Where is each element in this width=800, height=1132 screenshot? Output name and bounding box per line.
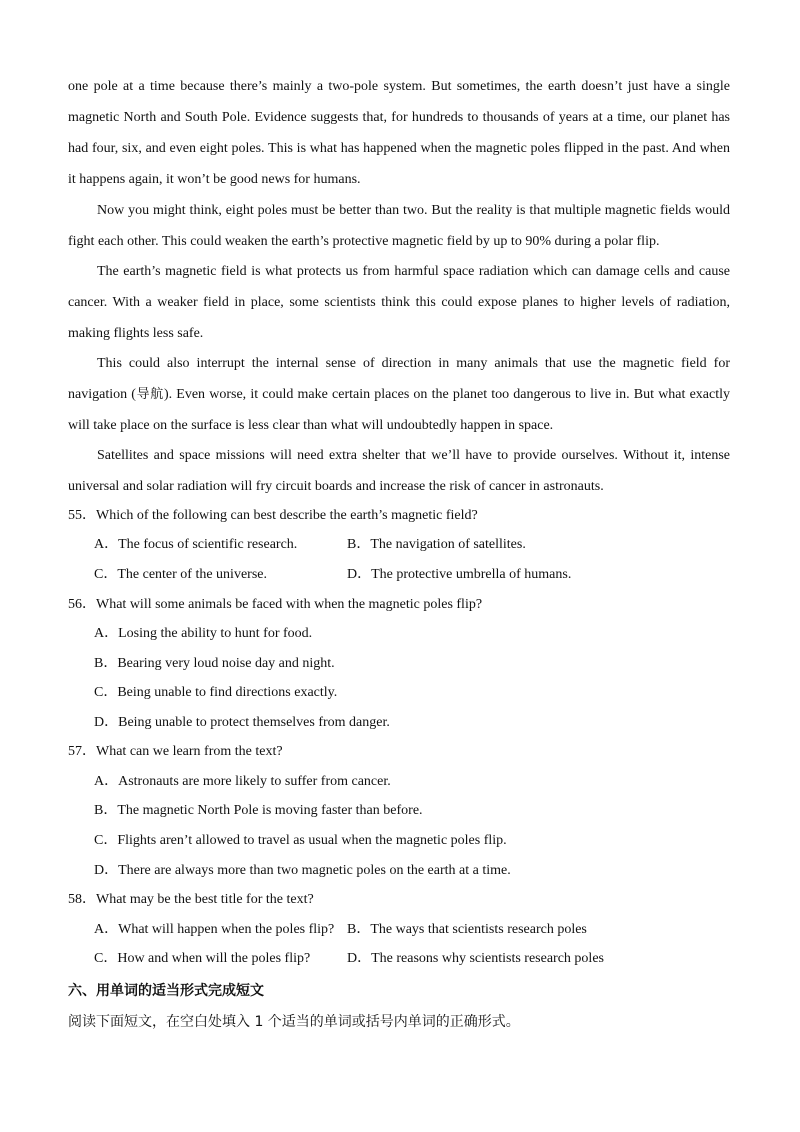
question-57-option-a: A．Astronauts are more likely to suffer from cancer.	[94, 774, 391, 789]
question-57-option-c: C．Flights aren’t allowed to travel as usual when the magnetic poles flip.	[94, 833, 507, 848]
question-58-option-b: B．The ways that scientists research poles	[347, 922, 587, 937]
passage-paragraph-5: Satellites and space missions will need extra shelter that we’ll have to provide ourselves. Without it, intense universal and solar radiation will fry circuit boards and increase the risk of cancer in astronauts.	[68, 448, 730, 494]
question-56-option-c: C．Being unable to find directions exactly.	[94, 685, 338, 700]
passage-paragraph-1: one pole at a time because there’s mainly a two-pole system. But sometimes, the earth doesn’t just have a single magnetic North and South Pole. Evidence suggests that, for hundreds to thousands of years at a time, our planet has had four, six, and even eight poles. This is what has happened when the magnetic poles flipped in the past. And when it happens again, it won’t be good news for humans.	[68, 79, 730, 187]
question-58-option-a: A．What will happen when the poles flip?	[94, 922, 335, 937]
question-58-option-c: C．How and when will the poles flip?	[94, 951, 311, 966]
question-55-option-a: A．The focus of scientific research.	[94, 537, 298, 552]
question-57-option-b: B．The magnetic North Pole is moving faster than before.	[94, 803, 423, 818]
passage-paragraph-2: Now you might think, eight poles must be better than two. But the reality is that multiple magnetic fields would fight each other. This could weaken the earth’s protective magnetic field by up to 90% during a polar flip.	[68, 203, 730, 249]
question-55-option-c: C．The center of the universe.	[94, 567, 267, 582]
question-56-option-d: D．Being unable to protect themselves from danger.	[94, 715, 390, 730]
section-heading: 六、用单词的适当形式完成短文	[68, 983, 264, 999]
paragraph-4-text-end: ). Even worse, it could make certain places on the planet too dangerous to live in. But what exactly will take place on the surface is less clear than what will undoubtedly happen in space.	[68, 387, 730, 433]
question-58-stem: 58．What may be the best title for the text?	[68, 892, 314, 907]
question-55-option-b: B．The navigation of satellites.	[347, 537, 526, 552]
navigation-gloss: 导航	[135, 387, 164, 402]
question-57-stem: 57．What can we learn from the text?	[68, 744, 283, 759]
passage-paragraph-3: The earth’s magnetic field is what protects us from harmful space radiation which can damage cells and cause cancer. With a weaker field in place, some scientists think this could expose planes to higher levels of radiation, making flights less safe.	[68, 264, 730, 341]
question-56-stem: 56．What will some animals be faced with when the magnetic poles flip?	[68, 597, 483, 612]
question-57-option-d: D．There are always more than two magnetic poles on the earth at a time.	[94, 863, 511, 878]
question-56-option-a: A．Losing the ability to hunt for food.	[94, 626, 313, 641]
question-55-stem: 55．Which of the following can best describe the earth’s magnetic field?	[68, 508, 478, 523]
passage-paragraph-4	[68, 348, 730, 441]
paragraph-4-text-start: This could also interrupt the internal sense of direction in many animals that use the magnetic field for navigation (	[68, 356, 730, 402]
question-55-option-d: D．The protective umbrella of humans.	[347, 567, 572, 582]
question-58-option-d: D．The reasons why scientists research poles	[347, 951, 604, 966]
section-instruction: 阅读下面短文，在空白处填入 1 个适当的单词或括号内单词的正确形式。	[68, 1014, 520, 1030]
question-56-option-b: B．Bearing very loud noise day and night.	[94, 656, 335, 671]
